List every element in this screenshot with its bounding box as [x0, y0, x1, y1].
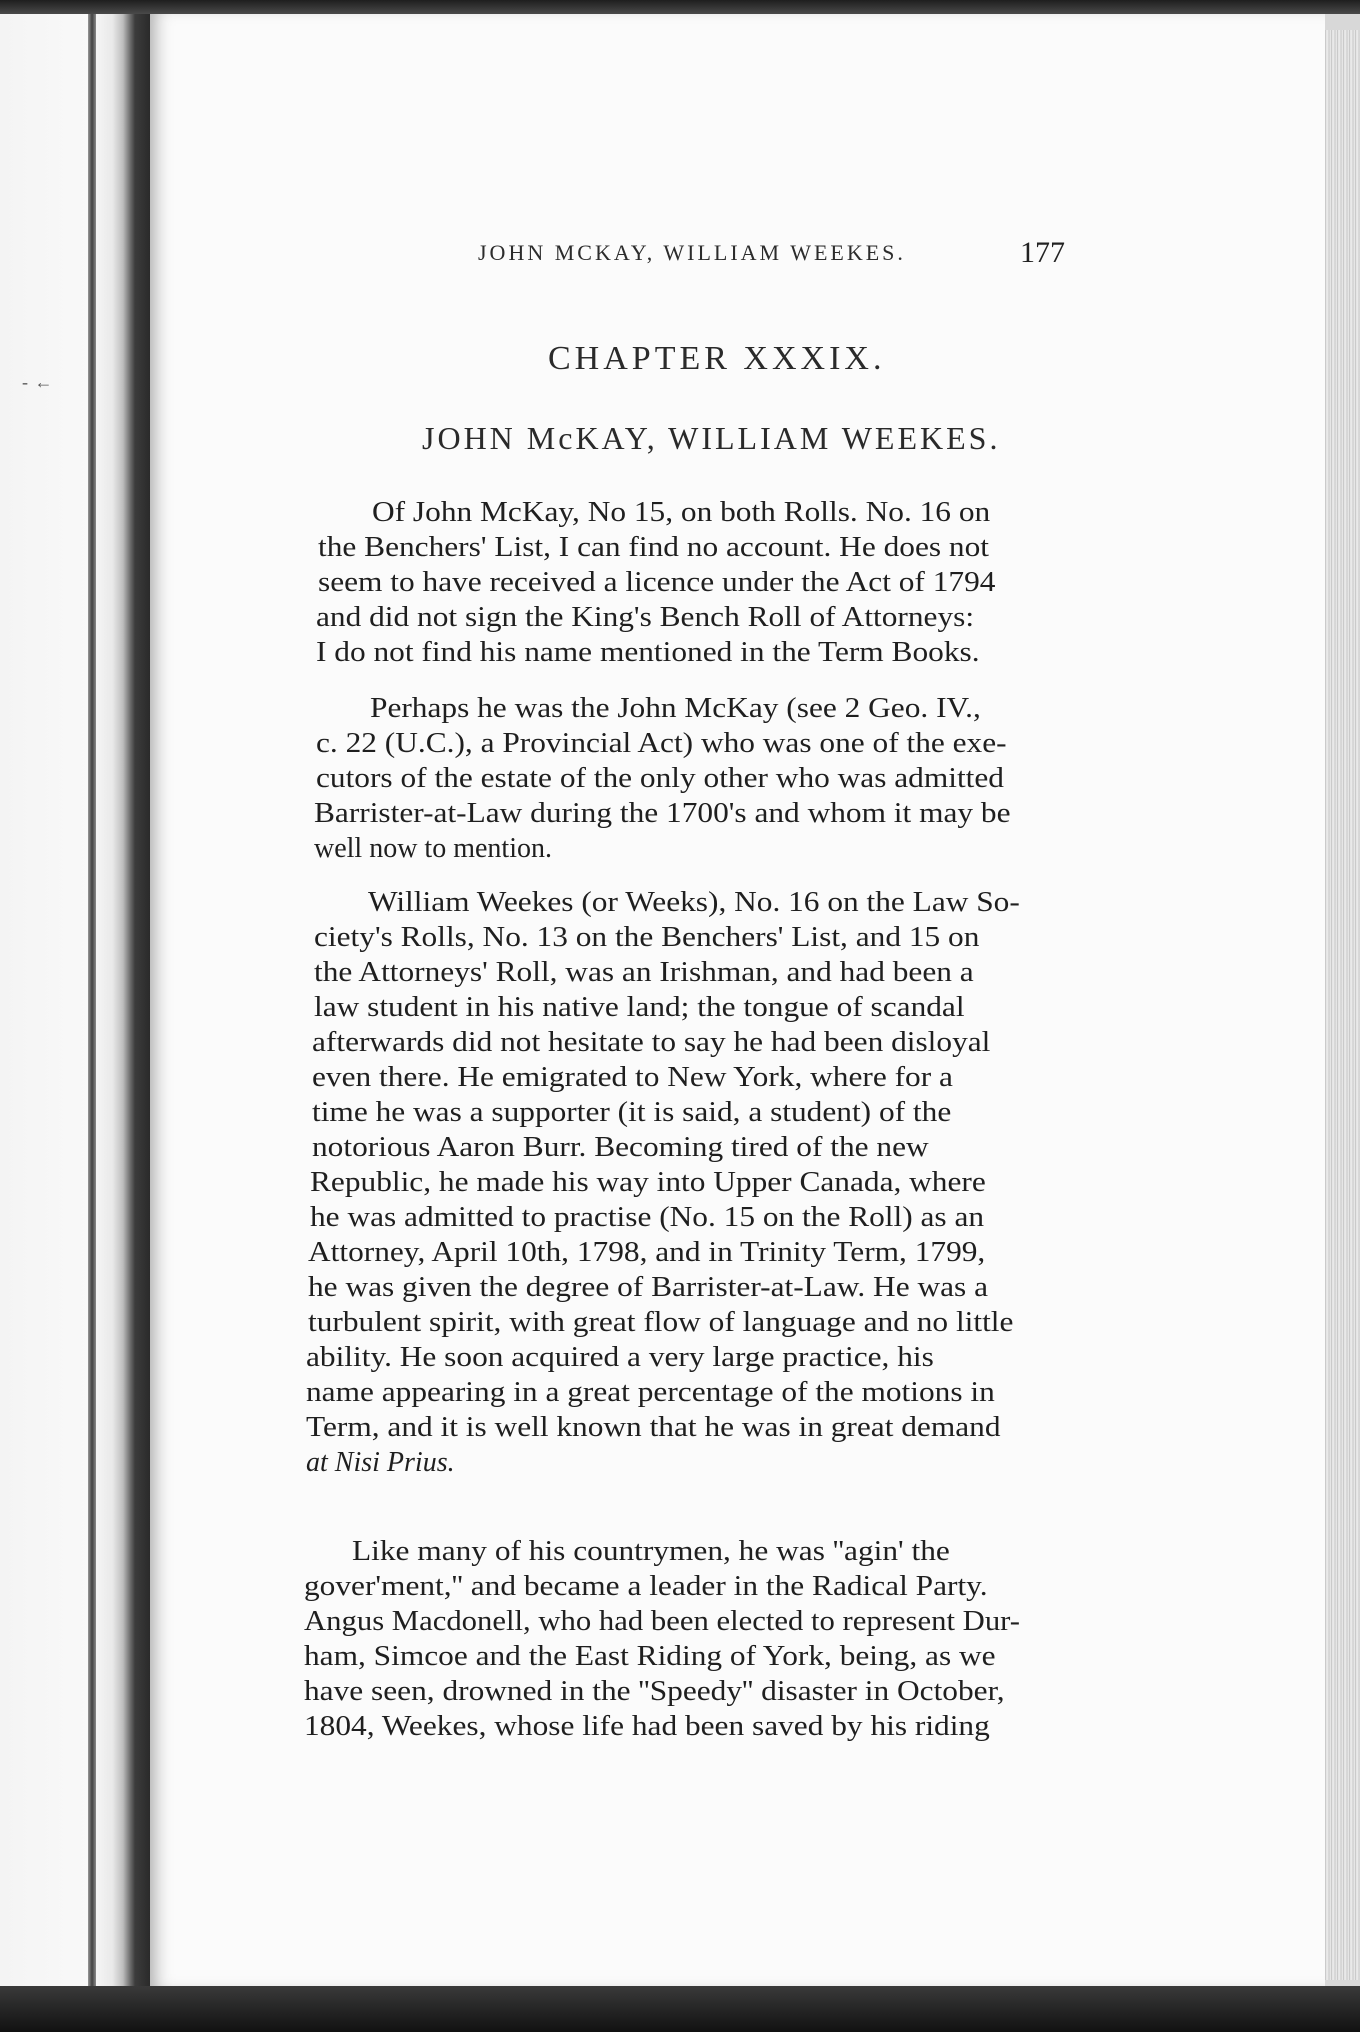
text-line: at Nisi Prius.: [306, 1447, 455, 1478]
text-line: I do not find his name mentioned in the Term Books.: [316, 637, 980, 668]
text-line: he was given the degree of Barrister-at-Law. He was a: [308, 1272, 988, 1303]
text-line: cutors of the estate of the only other who was admitted: [316, 763, 1004, 794]
text-line: 1804, Weekes, whose life had been saved by his riding: [304, 1711, 990, 1742]
text-line: Like many of his countrymen, he was ''agin' the: [352, 1536, 950, 1567]
page-number: 177: [1020, 236, 1065, 269]
text-line: time he was a supporter (it is said, a student) of the: [312, 1097, 952, 1128]
scan-bottom-edge: [0, 1986, 1360, 2032]
text-line: gover'ment,'' and became a leader in the Radical Party.: [304, 1571, 988, 1602]
running-head: JOHN MCKAY, WILLIAM WEEKES.: [478, 240, 906, 265]
text-line: Angus Macdonell, who had been elected to represent Dur-: [304, 1606, 1020, 1637]
text-line: Perhaps he was the John McKay (see 2 Geo. IV.,: [370, 693, 981, 724]
text-line: ability. He soon acquired a very large practice, his: [306, 1342, 934, 1373]
section-title: JOHN McKAY, WILLIAM WEEKES.: [422, 420, 1001, 456]
text-line: William Weekes (or Weeks), No. 16 on the Law So-: [368, 887, 1020, 918]
text-line: even there. He emigrated to New York, where for a: [312, 1062, 953, 1093]
text-line: Attorney, April 10th, 1798, and in Trinity Term, 1799,: [308, 1237, 986, 1268]
text-line: name appearing in a great percentage of the motions in: [306, 1377, 995, 1408]
margin-mark: - ←: [22, 372, 54, 392]
text-line: he was admitted to practise (No. 15 on the Roll) as an: [310, 1202, 985, 1233]
text-line: the Benchers' List, I can find no account. He does not: [318, 532, 989, 563]
text-line: the Attorneys' Roll, was an Irishman, and had been a: [314, 957, 974, 988]
scan-top-edge: [0, 0, 1360, 14]
text-line: and did not sign the King's Bench Roll of Attorneys:: [316, 602, 975, 633]
chapter-title: CHAPTER XXXIX.: [548, 340, 886, 377]
text-line: c. 22 (U.C.), a Provincial Act) who was one of the exe-: [316, 728, 1007, 759]
text-line: law student in his native land; the tongue of scandal: [314, 992, 965, 1023]
text-line: turbulent spirit, with great flow of language and no little: [308, 1307, 1014, 1338]
text-line: ham, Simcoe and the East Riding of York, being, as we: [304, 1641, 996, 1672]
text-line: seem to have received a licence under the Act of 1794: [318, 567, 996, 598]
text-line: have seen, drowned in the ''Speedy'' disaster in October,: [304, 1676, 1005, 1707]
text-line: Barrister-at-Law during the 1700's and whom it may be: [314, 798, 1011, 829]
text-line: Term, and it is well known that he was in great demand: [306, 1412, 1001, 1443]
text-line: ciety's Rolls, No. 13 on the Benchers' List, and 15 on: [314, 922, 980, 953]
text-line: Of John McKay, No 15, on both Rolls. No. 16 on: [372, 497, 991, 528]
text-line: well now to mention.: [314, 833, 552, 864]
text-line: afterwards did not hesitate to say he had been disloyal: [312, 1027, 991, 1058]
text-line: notorious Aaron Burr. Becoming tired of the new: [312, 1132, 929, 1163]
text-line: Republic, he made his way into Upper Canada, where: [310, 1167, 986, 1198]
